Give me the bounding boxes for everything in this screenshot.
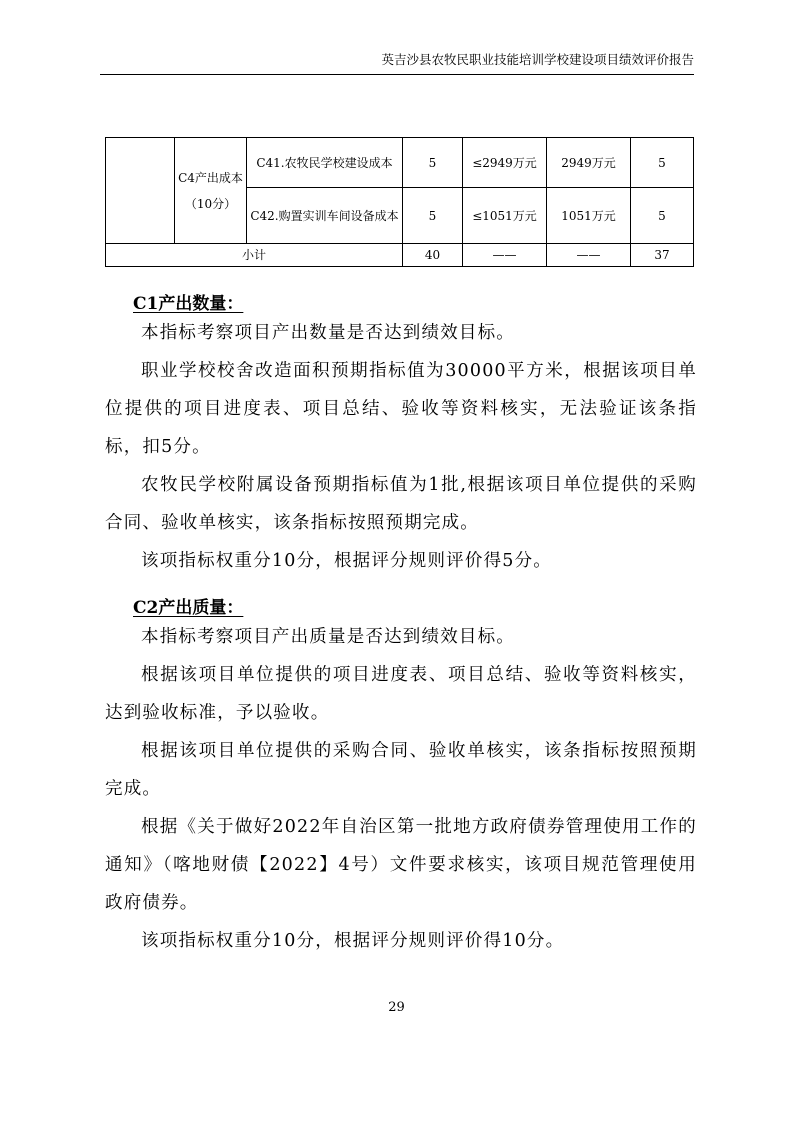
indicator-cell: C42.购置实训车间设备成本 [247, 188, 403, 244]
indicator-cell: C41.农牧民学校建设成本 [247, 138, 403, 188]
paragraph: 职业学校校舍改造面积预期指标值为30000平方米，根据该项目单位提供的项目进度表、项目总结、验收等资料核实，无法验证该条指标，扣5分。 [105, 361, 697, 457]
blank-cell [106, 138, 175, 244]
running-header: 英吉沙县农牧民职业技能培训学校建设项目绩效评价报告 [381, 52, 694, 67]
paragraph: 根据《关于做好2022年自治区第一批地方政府债券管理使用工作的通知》（喀地财债【2022】4号）文件要求核实，该项目规范管理使用政府债券。 [105, 817, 697, 913]
header-rule [100, 74, 694, 75]
category-weight: （10分） [184, 196, 237, 211]
paragraph: 该项指标权重分10分，根据评分规则评价得10分。 [141, 931, 565, 951]
category-label: C4产出成本 [178, 170, 243, 185]
score-cell: 5 [631, 188, 694, 244]
paragraph: 根据该项目单位提供的采购合同、验收单核实，该条指标按照预期完成。 [105, 741, 697, 799]
subtotal-actual: —— [547, 244, 631, 267]
paragraph: 农牧民学校附属设备预期指标值为1批,根据该项目单位提供的采购合同、验收单核实，该条指标按照预期完成。 [105, 475, 697, 533]
target-cell: ≤2949万元 [463, 138, 547, 188]
subtotal-target: —— [463, 244, 547, 267]
table-row-subtotal [106, 244, 694, 267]
performance-table [105, 137, 694, 267]
table-row [106, 138, 694, 188]
target-cell: ≤1051万元 [463, 188, 547, 244]
category-cell [175, 138, 247, 244]
paragraph: 根据该项目单位提供的项目进度表、项目总结、验收等资料核实，达到验收标准，予以验收。 [105, 665, 697, 723]
score-cell: 5 [631, 138, 694, 188]
paragraph: 本指标考察项目产出数量是否达到绩效目标。 [141, 323, 515, 343]
paragraph: 该项指标权重分10分，根据评分规则评价得5分。 [141, 551, 553, 571]
subtotal-weight: 40 [403, 244, 463, 267]
weight-cell: 5 [403, 138, 463, 188]
subtotal-label: 小计 [106, 244, 403, 267]
section-heading: C1产出数量： [133, 294, 244, 314]
subtotal-score: 37 [631, 244, 694, 267]
paragraph: 本指标考察项目产出质量是否达到绩效目标。 [141, 627, 515, 647]
actual-cell: 1051万元 [547, 188, 631, 244]
weight-cell: 5 [403, 188, 463, 244]
section-heading: C2产出质量： [133, 598, 244, 618]
page-number: 29 [388, 1000, 405, 1015]
actual-cell: 2949万元 [547, 138, 631, 188]
